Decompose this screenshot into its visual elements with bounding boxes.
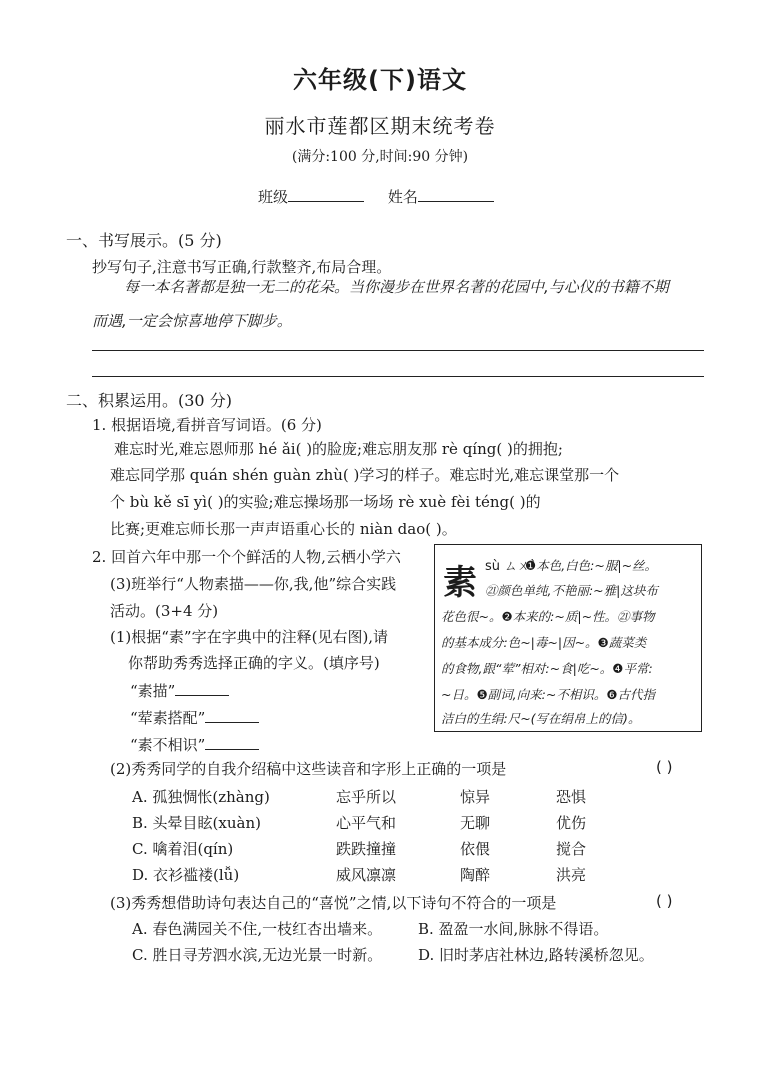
dict-line-2: ㉑颜色单纯,不艳丽:~雅|这块布 <box>485 583 658 598</box>
opt2-a-1: A. 孤独惆怅(zhàng) <box>132 788 270 806</box>
dict-line-5: 的食物,跟“荤”相对:~食|吃~。❹平常: <box>441 661 653 676</box>
opt2-b-4: 优伤 <box>556 814 587 832</box>
dictionary-entry-box <box>434 544 702 732</box>
opt2-a-3: 惊异 <box>460 788 491 806</box>
opt2-d-3: 陶醉 <box>460 866 491 884</box>
dict-character: 素 <box>443 563 477 603</box>
item-2-blank[interactable] <box>205 721 259 723</box>
q1-line-3: 个 bù kě sī yì( )的实验;难忘操场那一场场 rè xuè fèi téng( )的 <box>110 493 541 511</box>
q2-intro-2: (3)班举行“人物素描——你,我,他”综合实践 <box>110 575 397 593</box>
q2-sub3-answer-paren[interactable]: ( ) <box>656 892 673 910</box>
dict-line-3: 花色很~。❷本来的:~质|~性。㉑事物 <box>441 609 655 624</box>
class-label: 班级 <box>258 188 289 206</box>
opt2-b-1: B. 头晕目眩(xuàn) <box>132 814 261 832</box>
opt3-d: D. 旧时茅店社林边,路转溪桥忽见。 <box>418 946 654 964</box>
item-3-blank[interactable] <box>205 748 259 750</box>
q1-line-2: 难忘同学那 quán shén guàn zhù( )学习的样子。难忘时光,难忘课堂那一个 <box>110 466 620 484</box>
copy-line-1[interactable] <box>92 350 704 351</box>
opt2-c-4: 搅合 <box>556 840 587 858</box>
q2-item-1 <box>130 680 229 701</box>
class-blank[interactable] <box>288 200 364 202</box>
opt2-c-2: 跌跌撞撞 <box>336 840 397 858</box>
q2-sub3-prompt: (3)秀秀想借助诗句表达自己的“喜悦”之情,以下诗句不符合的一项是 <box>110 894 557 912</box>
page-title: 六年级(下)语文 <box>293 66 467 94</box>
q1-line-4: 比赛;更难忘师长那一声声语重心长的 niàn dao( )。 <box>110 520 457 538</box>
q2-sub1-line-1: (1)根据“素”字在字典中的注释(见右图),请 <box>110 628 389 646</box>
q1-line-1: 难忘时光,难忘恩师那 hé ǎi( )的脸庞;难忘朋友那 rè qíng( )的拥抱; <box>114 440 563 458</box>
dict-line-6: ~日。❺副词,向来:~不相识。❻古代指 <box>441 687 656 702</box>
opt2-c-3: 依偎 <box>460 840 491 858</box>
opt2-c-1: C. 噙着泪(qín) <box>132 840 234 858</box>
q2-item-3 <box>130 734 259 755</box>
opt2-a-4: 恐惧 <box>556 788 587 806</box>
item-2-label: “荤素搭配” <box>130 709 206 727</box>
class-name-line <box>258 186 494 207</box>
copy-line-2[interactable] <box>92 376 704 377</box>
q2-sub2-answer-paren[interactable]: ( ) <box>656 758 673 776</box>
q2-intro-1: 2. 回首六年中那一个个鲜活的人物,云栖小学六 <box>92 548 401 566</box>
opt2-d-2: 威风凛凛 <box>336 866 397 884</box>
q2-intro-3: 活动。(3+4 分) <box>110 602 219 620</box>
opt3-a: A. 春色满园关不住,一枝红杏出墙来。 <box>132 920 383 938</box>
dict-line-7: 洁白的生绢:尺~(写在绢帛上的信)。 <box>441 711 641 726</box>
name-label: 姓名 <box>387 188 418 206</box>
opt3-c: C. 胜日寻芳泗水滨,无边光景一时新。 <box>132 946 383 964</box>
q2-sub1-line-2: 你帮助秀秀选择正确的字义。(填序号) <box>128 654 380 672</box>
dict-pinyin: sù ㄙㄨˋ <box>485 559 537 574</box>
opt2-d-1: D. 衣衫褴褛(lǚ) <box>132 866 240 884</box>
section1-instruction: 抄写句子,注意书写正确,行款整齐,布局合理。 <box>92 258 392 276</box>
section1-heading: 一、书写展示。(5 分) <box>66 231 222 250</box>
opt2-b-2: 心平气和 <box>336 814 397 832</box>
name-blank[interactable] <box>418 200 494 202</box>
opt2-d-4: 洪亮 <box>556 866 587 884</box>
opt3-b: B. 盈盈一水间,脉脉不得语。 <box>418 920 609 938</box>
passage-line-2: 而遇,一定会惊喜地停下脚步。 <box>92 312 292 330</box>
dict-line-4: 的基本成分:色~|毒~|因~。❸蔬菜类 <box>441 635 647 650</box>
q2-item-2 <box>130 707 259 728</box>
exam-subtitle: 丽水市莲都区期末统考卷 <box>264 114 496 138</box>
item-3-label: “素不相识” <box>130 736 206 754</box>
score-time-note: (满分:100 分,时间:90 分钟) <box>291 149 469 165</box>
opt2-b-3: 无聊 <box>460 814 491 832</box>
item-1-label: “素描” <box>130 682 176 700</box>
q2-sub2-prompt: (2)秀秀同学的自我介绍稿中这些读音和字形上正确的一项是 <box>110 760 507 778</box>
section2-heading: 二、积累运用。(30 分) <box>66 391 232 410</box>
opt2-a-2: 忘乎所以 <box>336 788 397 806</box>
q1-title: 1. 根据语境,看拼音写词语。(6 分) <box>92 416 322 434</box>
item-1-blank[interactable] <box>175 694 229 696</box>
passage-line-1: 每一本名著都是独一无二的花朵。当你漫步在世界名著的花园中,与心仪的书籍不期 <box>124 278 669 296</box>
dict-line-1: ❶本色,白色:~服|~丝。 <box>525 558 658 573</box>
